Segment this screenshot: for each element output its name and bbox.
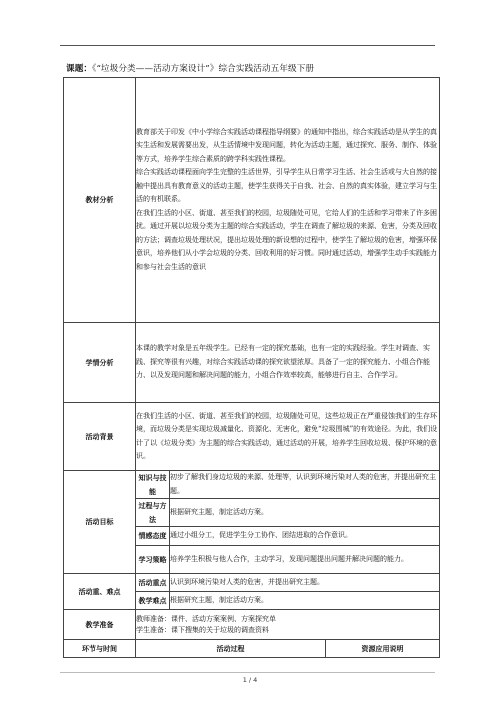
keypoint-text: 认识到环境污染对人类的危害，并提出研究主题。 <box>170 574 440 592</box>
process-header-row <box>64 640 440 658</box>
lesson-plan-table <box>63 77 440 658</box>
title-label: 课题： <box>66 64 93 74</box>
keypoints-label: 活动重、难点 <box>64 574 136 610</box>
analysis-row <box>64 78 440 323</box>
footer-rule <box>60 672 435 673</box>
goal-text: 初步了解我们身边垃圾的来源、处理等，认识到环境污染对人类的危害，并提出研究主题。 <box>170 471 440 499</box>
col-process: 活动过程 <box>136 640 326 658</box>
background-content: 在我们生活的小区、街道、甚至我们的校园，垃圾随处可见，这些垃圾正在严重侵蚀我们的生存环境，而垃圾分类是实现垃圾减量化、资源化、无害化，避免“垃圾围城”的有效途径。为此，我们设计了以《垃圾分类》为主题的综合实践活动，通过活动的开展，培养学生回收垃圾、保护环境的意识。 <box>136 403 440 471</box>
learners-content: 本课的教学对象是五年级学生。已经有一定的探究基础，也有一定的实践经验。学生对调查、实践、探究等很有兴趣，对综合实践活动课的探究欲望浓厚。具备了一定的探究能力、小组合作能力、以及发现问题和解决问题的能力，小组合作效率较高，能够进行自主、合作学习。 <box>136 323 440 403</box>
analysis-label: 教材分析 <box>64 78 136 323</box>
goal-row <box>64 471 440 499</box>
keypoint-name: 教学难点 <box>136 592 170 610</box>
goal-text: 根据研究主题，制定活动方案。 <box>170 499 440 527</box>
goal-text: 通过小组分工，促进学生分工协作、团结进取的合作意识。 <box>170 527 440 546</box>
goal-name: 过程与方法 <box>136 499 170 527</box>
goal-name: 知识与技能 <box>136 471 170 499</box>
page-title <box>66 62 314 74</box>
prep-teacher: 教师准备：课件、活动方案案例、方案探究单 <box>136 614 276 623</box>
col-stage-time: 环节与时间 <box>64 640 136 658</box>
keypoint-text: 根据研究主题，制定活动方案。 <box>170 592 440 610</box>
page-number: 1 / 4 <box>242 676 258 684</box>
analysis-content <box>136 78 440 323</box>
col-resources: 资源应用说明 <box>326 640 440 658</box>
analysis-paragraph: 综合实践活动课程面向学生完整的生活世界，引导学生从日常学习生活、社会生活或与大自然的接触中提出具有教育意义的活动主题，使学生获得关于自我、社会、自然的真实体验，建立学习与生活的有机联系。 <box>136 168 437 204</box>
prep-content <box>136 610 440 640</box>
analysis-paragraph: 教育部关于印发《中小学综合实践活动课程指导纲要》的通知中指出，综合实践活动是从学生的真实生活和发展需要出发，从生活情境中发现问题，转化为活动主题，通过探究、服务、制作、体验等方式，培养学生综合素质的跨学科实践性课程。 <box>136 127 437 163</box>
learners-row <box>64 323 440 403</box>
background-label: 活动背景 <box>64 403 136 471</box>
goal-name: 学习策略 <box>136 546 170 574</box>
keypoint-row <box>64 574 440 592</box>
prep-row <box>64 610 440 640</box>
prep-student: 学生准备：课下搜集的关于垃圾的调查资料 <box>136 625 269 634</box>
analysis-paragraph: 在我们生活的小区、街道、甚至我们的校园，垃圾随处可见，它给人们的生活和学习带来了许多困扰。通过开展以垃圾分类为主题的综合实践活动，学生在调查了解垃圾的来源、危害，分类及回收的方法；调查垃圾处理状况，提出垃圾处理的新设想的过程中，使学生了解垃圾的危害，增强环保意识，培养他们从小学会垃圾的分类、回收利用的好习惯。同时通过活动，增强学生动手实践能力和参与社会生活的意识 <box>136 208 437 271</box>
goal-name: 情感态度 <box>136 527 170 546</box>
goal-text: 培养学生积极与他人合作，主动学习，发现问题提出问题并解决问题的能力。 <box>170 546 440 574</box>
header-rule <box>60 45 435 46</box>
prep-label: 教学准备 <box>64 610 136 640</box>
learners-label: 学情分析 <box>64 323 136 403</box>
keypoint-name: 活动重点 <box>136 574 170 592</box>
goals-label: 活动目标 <box>64 471 136 574</box>
background-row <box>64 403 440 471</box>
title-text: 《“垃圾分类——活动方案设计”》综合实践活动五年级下册 <box>92 64 315 74</box>
